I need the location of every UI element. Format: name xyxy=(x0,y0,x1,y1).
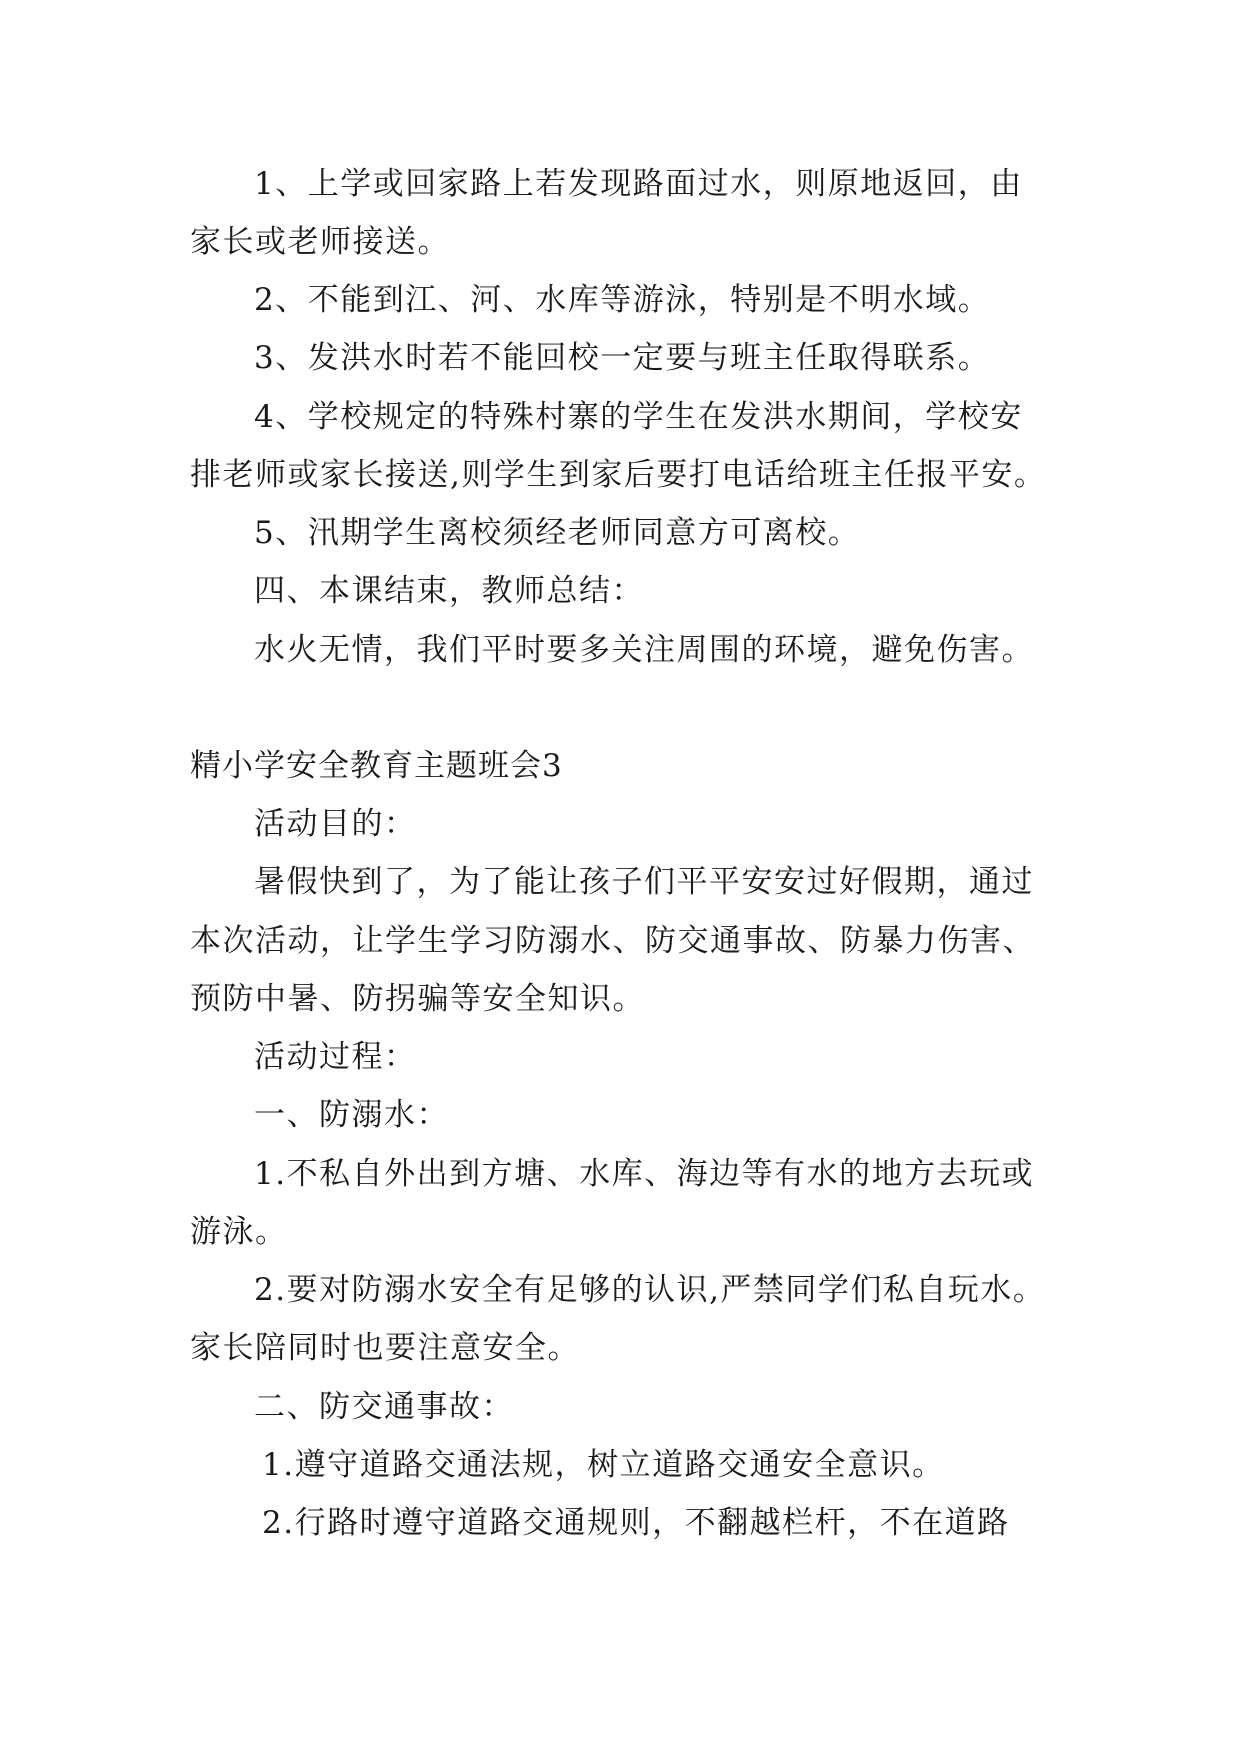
paragraph-line: 2、不能到江、河、水库等游泳，特别是不明水域。 xyxy=(254,282,991,318)
paragraph-line: 1.遵守道路交通法规，树立道路交通安全意识。 xyxy=(262,1447,945,1483)
paragraph-line: 预防中暑、防拐骗等安全知识。 xyxy=(190,981,645,1017)
paragraph-line: 5、汛期学生离校须经老师同意方可离校。 xyxy=(254,515,861,551)
paragraph-line: 四、本课结束，教师总结： xyxy=(254,573,644,609)
paragraph-line: 游泳。 xyxy=(190,1214,288,1250)
paragraph-line: 二、防交通事故： xyxy=(254,1389,514,1425)
paragraph-line: 暑假快到了，为了能让孩子们平平安安过好假期，通过 xyxy=(254,864,1034,900)
paragraph-line: 本次活动，让学生学习防溺水、防交通事故、防暴力伤害、 xyxy=(190,923,1035,959)
paragraph-line: 活动过程： xyxy=(254,1039,417,1075)
paragraph-line: 4、学校规定的特殊村寨的学生在发洪水期间，学校安 xyxy=(254,399,1023,435)
paragraph-line: 1、上学或回家路上若发现路面过水，则原地返回，由 xyxy=(254,166,1023,202)
paragraph-line: 活动目的： xyxy=(254,806,417,842)
paragraph-line: 3、发洪水时若不能回校一定要与班主任取得联系。 xyxy=(254,340,991,376)
paragraph-line: 水火无情，我们平时要多关注周围的环境，避免伤害。 xyxy=(254,632,1034,668)
paragraph-line: 排老师或家长接送,则学生到家后要打电话给班主任报平安。 xyxy=(190,457,1047,493)
paragraph-line: 一、防溺水： xyxy=(254,1097,449,1133)
paragraph-line: 家长或老师接送。 xyxy=(190,224,450,260)
paragraph-line: 家长陪同时也要注意安全。 xyxy=(190,1330,580,1366)
paragraph-line: 1.不私自外出到方塘、水库、海边等有水的地方去玩或 xyxy=(254,1156,1035,1192)
paragraph-line: 2.行路时遵守道路交通规则，不翻越栏杆，不在道路 xyxy=(262,1505,1010,1541)
paragraph-line: 2.要对防溺水安全有足够的认识,严禁同学们私自玩水。 xyxy=(254,1272,1046,1308)
section-title: 精小学安全教育主题班会3 xyxy=(190,748,563,784)
